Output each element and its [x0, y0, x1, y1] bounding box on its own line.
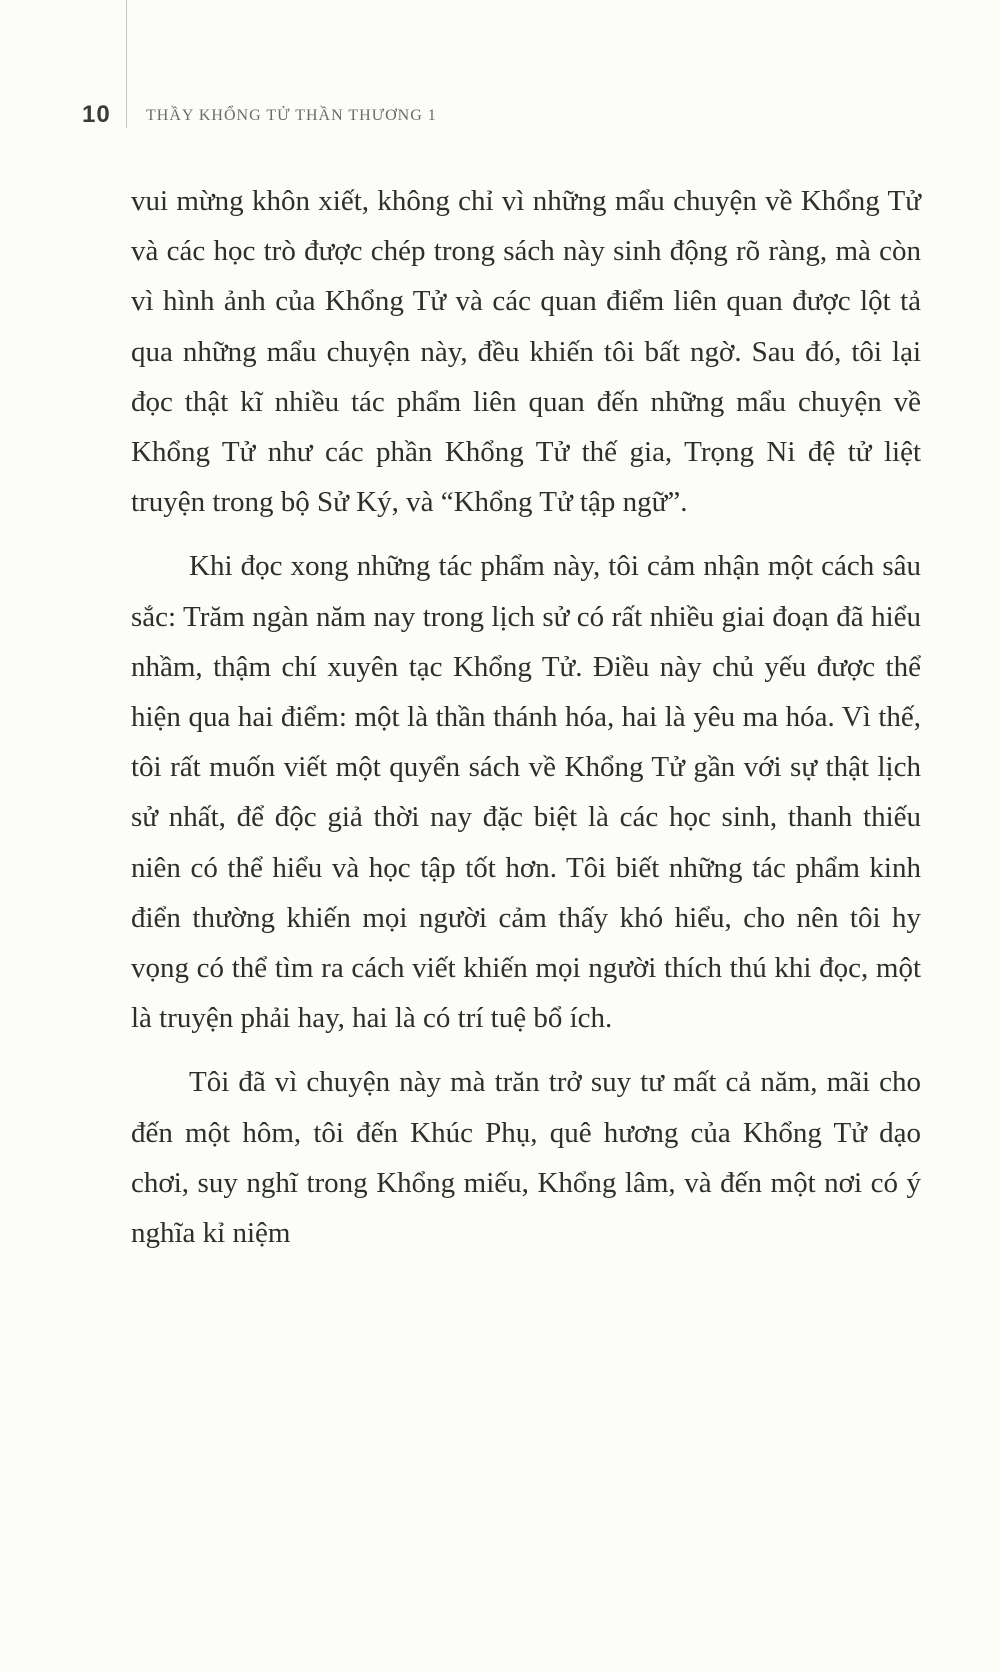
running-head — [0, 101, 1000, 131]
body-text — [131, 176, 921, 1272]
paragraph-journey: Tôi đã vì chuyện này mà trăn trở suy tư mất cả năm, mãi cho đến một hôm, tôi đến Khúc Phụ, quê hương của Khổng Tử dạo chơi, suy nghĩ trong Khổng miếu, Khổng lâm, và đến một nơi có ý nghĩa kỉ niệm — [131, 1066, 921, 1250]
paragraph-reflection: Khi đọc xong những tác phẩm này, tôi cảm nhận một cách sâu sắc: Trăm ngàn năm nay trong lịch sử có rất nhiều giai đoạn đã hiểu nhầm, thậm chí xuyên tạc Khổng Tử. Điều này chủ yếu được thể hiện qua hai điểm: một là thần thánh hóa, hai là yêu ma hóa. Vì thế, tôi rất muốn viết một quyển sách về Khổng Tử gần với sự thật lịch sử nhất, để độc giả thời nay đặc biệt là các học sinh, thanh thiếu niên có thể hiểu và học tập tốt hơn. Tôi biết những tác phẩm kinh điển thường khiến mọi người cảm thấy khó hiểu, cho nên tôi hy vọng có thể tìm ra cách viết khiến mọi người thích thú khi đọc, một là truyện phải hay, hai là có trí tuệ bổ ích. — [131, 550, 921, 1035]
paragraph-continuation: vui mừng khôn xiết, không chỉ vì những mẩu chuyện về Khổng Tử và các học trò được chép trong sách này sinh động rõ ràng, mà còn vì hình ảnh của Khổng Tử và các quan điểm liên quan được lột tả qua những mẩu chuyện này, đều khiến tôi bất ngờ. Sau đó, tôi lại đọc thật kĩ nhiều tác phẩm liên quan đến những mẩu chuyện về Khổng Tử như các phần Khổng Tử thế gia, Trọng Ni đệ tử liệt truyện trong bộ Sử Ký, và “Khổng Tử tập ngữ”. — [131, 185, 921, 519]
page-number: 10 — [82, 101, 111, 128]
book-title: THẦY KHỔNG TỬ THẦN THƯƠNG 1 — [146, 107, 437, 124]
